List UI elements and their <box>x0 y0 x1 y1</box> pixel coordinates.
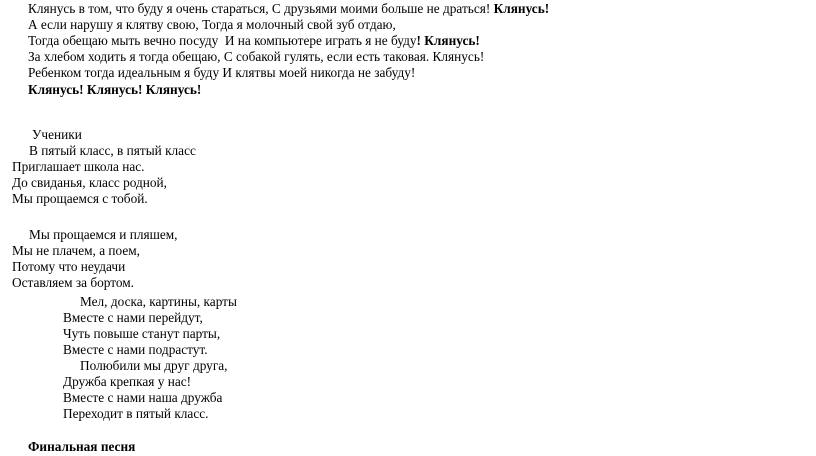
verse1-line-4: Мы прощаемся с тобой. <box>12 191 148 206</box>
oath-line-5: Ребенком тогда идеальным я буду И клятвы моей никогда не забуду! <box>28 65 416 80</box>
verse1-line-2: Приглашает школа нас. <box>12 159 145 174</box>
verse3-line-5: Полюбили мы друг друга, <box>80 358 228 373</box>
verse3-line-3: Чуть повыше станут парты, <box>63 326 221 341</box>
verse1-line-3: До свиданья, класс родной, <box>12 175 167 190</box>
oath-line-1-text: Клянусь в том, что буду я очень стараться, С друзьями моими больше не драться! <box>28 1 494 16</box>
verse2-line-2: Мы не плачем, а поем, <box>12 243 140 258</box>
oath-line-3 <box>28 33 480 49</box>
oath-line-1-bold: Клянусь! <box>493 1 550 16</box>
oath-line-4: За хлебом ходить я тогда обещаю, С собакой гулять, если есть таковая. Клянусь! <box>28 49 485 64</box>
oath-line-3-text: Тогда обещаю мыть вечно посуду И на компьютере играть я не буду <box>28 33 417 48</box>
verse3-line-4: Вместе с нами подрастут. <box>63 342 208 357</box>
verse2-line-1: Мы прощаемся и пляшем, <box>29 227 178 242</box>
verse1-line-1: В пятый класс, в пятый класс <box>29 143 196 158</box>
oath-line-2: А если нарушу я клятву свою, Тогда я молочный свой зуб отдаю, <box>28 17 396 32</box>
pupils-heading: Ученики <box>32 127 82 142</box>
verse3-line-8: Переходит в пятый класс. <box>63 406 209 421</box>
verse3-line-1: Мел, доска, картины, карты <box>80 294 237 309</box>
verse2-line-4: Оставляем за бортом. <box>12 275 135 290</box>
oath-line-3-bold: ! Клянусь! <box>416 33 480 48</box>
verse2-line-3: Потому что неудачи <box>12 259 126 274</box>
oath-line-1 <box>28 1 549 17</box>
verse3-line-7: Вместе с нами наша дружба <box>63 390 223 405</box>
verse3-line-6: Дружба крепкая у нас! <box>63 374 192 389</box>
final-song-heading: Финальная песня <box>28 439 136 454</box>
verse3-line-2: Вместе с нами перейдут, <box>63 310 203 325</box>
oath-line-6: Клянусь! Клянусь! Клянусь! <box>28 82 202 97</box>
